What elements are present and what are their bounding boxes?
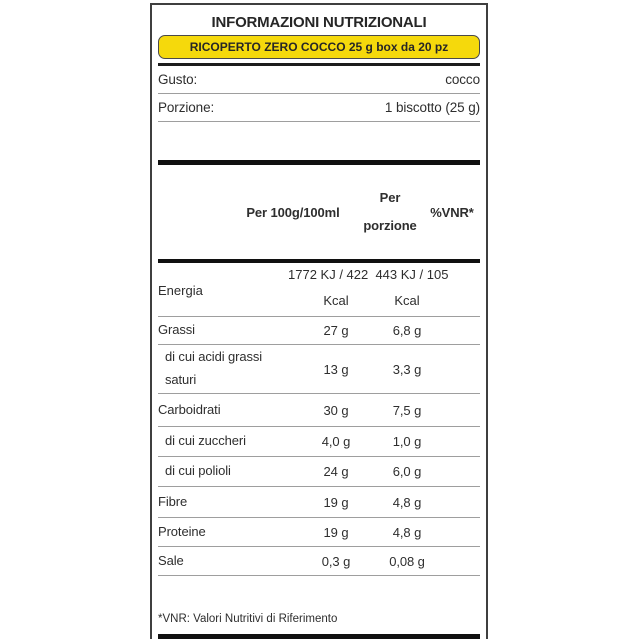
energia-kcal-porzione: Kcal xyxy=(394,293,420,308)
row-per100-value: 27 g xyxy=(323,323,349,338)
table-row xyxy=(158,345,480,393)
row-porzione-value: 7,5 g xyxy=(392,402,422,418)
energia-values xyxy=(288,265,449,316)
table-row xyxy=(158,317,480,344)
nutrition-panel xyxy=(150,3,488,639)
table-row xyxy=(158,547,480,575)
row-per100-value: 19 g xyxy=(323,524,349,540)
row-divider xyxy=(158,575,480,576)
table-row xyxy=(158,457,480,486)
product-variant-label: RICOPERTO ZERO COCCO 25 g box da 20 pz xyxy=(189,40,449,54)
row-label: di cui acidi grassi saturi xyxy=(165,349,263,387)
row-label: Fibre xyxy=(158,493,188,509)
table-row xyxy=(158,487,480,517)
row-porzione-value: 6,8 g xyxy=(392,323,422,338)
energia-kj-line: 1772 KJ / 422 443 KJ / 105 xyxy=(288,267,449,282)
row-label: di cui zuccheri xyxy=(165,433,246,449)
row-label: Grassi xyxy=(158,322,195,338)
row-per100-value: 0,3 g xyxy=(321,553,351,569)
table-row xyxy=(158,394,480,426)
row-porzione-value: 0,08 g xyxy=(389,553,425,569)
row-porzione-value: 6,0 g xyxy=(392,464,422,479)
header-per-porzione: Per porzione xyxy=(363,190,417,233)
row-porzione-value: 4,8 g xyxy=(392,524,422,540)
row-label: Carboidrati xyxy=(158,401,221,417)
row-label: Sale xyxy=(158,552,184,568)
panel-title: INFORMAZIONI NUTRIZIONALI xyxy=(211,14,427,31)
porzione-row xyxy=(158,94,480,121)
gusto-row xyxy=(158,66,480,93)
row-per100-value: 13 g xyxy=(323,361,349,377)
row-per100-value: 4,0 g xyxy=(321,434,351,449)
gusto-label: Gusto: xyxy=(158,72,198,87)
vnr-footnote: *VNR: Valori Nutritivi di Riferimento xyxy=(158,613,338,625)
header-per-100g: Per 100g/100ml xyxy=(246,204,340,220)
product-variant-badge xyxy=(158,35,480,59)
row-per100-value: 19 g xyxy=(323,494,349,510)
porzione-value: 1 biscotto (25 g) xyxy=(384,100,480,115)
table-row xyxy=(158,427,480,456)
table-row-energia xyxy=(158,263,480,316)
spacer xyxy=(158,122,480,160)
row-label: Proteine xyxy=(158,523,206,539)
energia-kcal-line xyxy=(288,291,430,311)
row-per100-value: 30 g xyxy=(323,402,349,418)
row-label: Energia xyxy=(158,283,203,298)
row-porzione-value: 3,3 g xyxy=(392,361,422,377)
heavy-bar-bottom xyxy=(158,634,480,639)
porzione-label: Porzione: xyxy=(158,100,215,115)
header-vnr: %VNR* xyxy=(430,204,474,220)
row-porzione-value: 4,8 g xyxy=(392,494,422,510)
table-header-row xyxy=(158,165,480,259)
row-per100-value: 24 g xyxy=(323,464,349,479)
gusto-value: cocco xyxy=(445,72,480,87)
row-label: di cui polioli xyxy=(165,463,231,479)
energia-kcal-per100: Kcal xyxy=(323,293,349,308)
table-row xyxy=(158,518,480,546)
row-porzione-value: 1,0 g xyxy=(392,434,422,449)
